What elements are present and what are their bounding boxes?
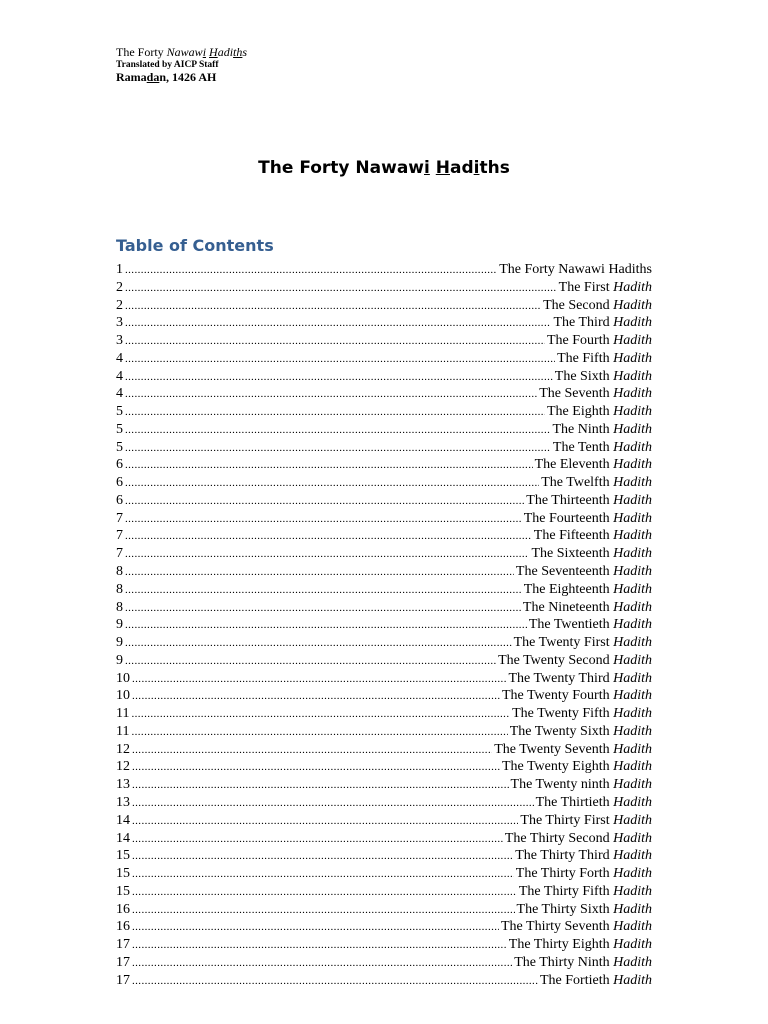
toc-entry[interactable] bbox=[116, 723, 652, 741]
toc-dot-leader bbox=[125, 511, 522, 529]
toc-page-number: 17 bbox=[116, 972, 130, 988]
toc-entry-label: The Nineteenth Hadith bbox=[522, 599, 652, 615]
toc-entry-emphasis: Hadith bbox=[613, 333, 652, 349]
toc-entry[interactable] bbox=[116, 527, 652, 545]
toc-entry-label: The Tenth Hadith bbox=[552, 439, 652, 455]
toc-entry-label: The Eleventh Hadith bbox=[534, 457, 652, 473]
toc-entry-emphasis: Hadith bbox=[613, 510, 652, 526]
toc-dot-leader bbox=[125, 386, 537, 404]
toc-entry-emphasis: Hadith bbox=[613, 972, 652, 988]
toc-entry-label: The Fortieth Hadith bbox=[540, 972, 652, 988]
toc-page-number: 5 bbox=[116, 404, 123, 420]
toc-entry[interactable] bbox=[116, 847, 652, 865]
toc-entry-emphasis: Hadith bbox=[613, 794, 652, 810]
toc-entry[interactable] bbox=[116, 368, 652, 386]
toc-page-number: 13 bbox=[116, 794, 130, 810]
toc-entry[interactable] bbox=[116, 972, 652, 990]
toc-entry-label: The First Hadith bbox=[558, 279, 652, 295]
toc-page-number: 14 bbox=[116, 830, 130, 846]
toc-entry-label: The Eighth Hadith bbox=[547, 404, 652, 420]
toc-dot-leader bbox=[125, 422, 550, 440]
toc-dot-leader bbox=[125, 546, 529, 564]
toc-entry-emphasis: Hadith bbox=[613, 706, 652, 722]
toc-dot-leader bbox=[125, 600, 521, 618]
toc-entry[interactable] bbox=[116, 492, 652, 510]
toc-page-number: 16 bbox=[116, 901, 130, 917]
toc-entry-label: The Forty Nawawi Hadiths bbox=[499, 262, 652, 277]
toc-page-number: 6 bbox=[116, 475, 123, 491]
toc-entry-label: The Seventh Hadith bbox=[539, 386, 652, 402]
toc-entry-label: The Thirty First Hadith bbox=[520, 812, 652, 828]
toc-entry-label: The Thirteenth Hadith bbox=[526, 492, 652, 508]
toc-dot-leader bbox=[125, 617, 527, 635]
toc-entry[interactable] bbox=[116, 421, 652, 439]
toc-dot-leader bbox=[132, 955, 512, 973]
toc-dot-leader bbox=[125, 582, 522, 600]
toc-entry[interactable] bbox=[116, 936, 652, 954]
toc-entry[interactable] bbox=[116, 901, 652, 919]
toc-dot-leader bbox=[132, 795, 534, 813]
toc-entry-label: The Thirty Third Hadith bbox=[515, 848, 652, 864]
toc-entry-label: The Thirty Ninth Hadith bbox=[514, 954, 652, 970]
toc-entry-label: The Second Hadith bbox=[543, 297, 652, 313]
toc-page-number: 2 bbox=[116, 297, 123, 313]
toc-page-number: 5 bbox=[116, 439, 123, 455]
toc-entry-emphasis: Hadith bbox=[613, 297, 652, 313]
toc-dot-leader bbox=[125, 280, 557, 298]
toc-dot-leader bbox=[132, 831, 503, 849]
toc-entry[interactable] bbox=[116, 741, 652, 759]
toc-entry-label: The Fifteenth Hadith bbox=[533, 528, 652, 544]
toc-page-number: 10 bbox=[116, 670, 130, 686]
toc-page-number: 5 bbox=[116, 421, 123, 437]
toc-entry-emphasis: Hadith bbox=[613, 635, 652, 651]
toc-entry-emphasis: Hadith bbox=[613, 670, 652, 686]
toc-entry-label: The Twenty ninth Hadith bbox=[510, 777, 652, 793]
toc-entry[interactable] bbox=[116, 297, 652, 315]
toc-entry-emphasis: Hadith bbox=[613, 279, 652, 295]
toc-dot-leader bbox=[132, 742, 492, 760]
toc-entry-emphasis: Hadith bbox=[613, 688, 652, 704]
toc-entry-emphasis: Hadith bbox=[613, 848, 652, 864]
toc-entry-label: The Twenty Sixth Hadith bbox=[509, 723, 652, 739]
toc-page-number: 11 bbox=[116, 723, 130, 739]
toc-entry[interactable] bbox=[116, 705, 652, 723]
toc-entry[interactable] bbox=[116, 350, 652, 368]
toc-entry-emphasis: Hadith bbox=[613, 492, 652, 508]
toc-entry[interactable] bbox=[116, 439, 652, 457]
toc-entry-label: The Twentieth Hadith bbox=[528, 617, 652, 633]
toc-entry-emphasis: Hadith bbox=[613, 919, 652, 935]
header-title: The Forty Nawawi Hadiths bbox=[116, 45, 248, 59]
toc-dot-leader bbox=[132, 759, 500, 777]
toc-entry-emphasis: Hadith bbox=[613, 421, 652, 437]
toc-dot-leader bbox=[125, 315, 551, 333]
toc-entry[interactable] bbox=[116, 456, 652, 474]
toc-page-number: 2 bbox=[116, 279, 123, 295]
toc-entry[interactable] bbox=[116, 545, 652, 563]
toc-dot-leader bbox=[132, 813, 518, 831]
header-date: Ramadan, 1426 AH bbox=[116, 69, 217, 84]
toc-page-number: 9 bbox=[116, 652, 123, 668]
toc-dot-leader bbox=[132, 688, 500, 706]
toc-entry[interactable] bbox=[116, 403, 652, 421]
toc-entry-emphasis: Hadith bbox=[613, 812, 652, 828]
toc-page-number: 17 bbox=[116, 954, 130, 970]
toc-page-number: 3 bbox=[116, 333, 123, 349]
toc-entry[interactable] bbox=[116, 794, 652, 812]
toc-entry[interactable] bbox=[116, 563, 652, 581]
toc-dot-leader bbox=[125, 298, 541, 316]
toc-entry-label: The Twenty Third Hadith bbox=[508, 670, 652, 686]
toc-entry-emphasis: Hadith bbox=[613, 315, 652, 331]
toc-entry-label: The Thirtieth Hadith bbox=[535, 794, 652, 810]
toc-entry-label: The Eighteenth Hadith bbox=[523, 581, 652, 597]
header-translator: Translated by AICP Staff bbox=[116, 59, 219, 70]
toc-page-number: 4 bbox=[116, 368, 123, 384]
toc-entry-label: The Thirty Seventh Hadith bbox=[501, 919, 652, 935]
toc-entry-label: The Thirty Sixth Hadith bbox=[516, 901, 652, 917]
toc-entry-label: The Twenty Seventh Hadith bbox=[494, 741, 652, 757]
toc-page-number: 15 bbox=[116, 866, 130, 882]
toc-entry-emphasis: Hadith bbox=[613, 901, 652, 917]
page-header bbox=[116, 46, 247, 85]
toc-entry-label: The Fourth Hadith bbox=[547, 333, 652, 349]
toc-dot-leader bbox=[125, 493, 524, 511]
toc-page-number: 15 bbox=[116, 883, 130, 899]
toc-entry[interactable] bbox=[116, 279, 652, 297]
toc-entry[interactable] bbox=[116, 510, 652, 528]
toc-entry-emphasis: Hadith bbox=[613, 617, 652, 633]
toc-dot-leader bbox=[125, 653, 496, 671]
toc-page-number: 7 bbox=[116, 546, 123, 562]
toc-entry-label: The Sixth Hadith bbox=[554, 368, 652, 384]
toc-entry[interactable] bbox=[116, 670, 652, 688]
toc-page-number: 12 bbox=[116, 741, 130, 757]
toc-page-number: 1 bbox=[116, 262, 123, 277]
toc-page-number: 16 bbox=[116, 919, 130, 935]
toc-dot-leader bbox=[132, 777, 509, 795]
toc-entry-emphasis: Hadith bbox=[613, 652, 652, 668]
toc-entry-label: The Seventeenth Hadith bbox=[515, 564, 652, 580]
toc-entry-label: The Sixteenth Hadith bbox=[531, 546, 652, 562]
toc-dot-leader bbox=[125, 564, 514, 582]
toc-entry-emphasis: Hadith bbox=[613, 368, 652, 384]
toc-entry-label: The Fourteenth Hadith bbox=[523, 510, 652, 526]
toc-dot-leader bbox=[132, 937, 507, 955]
toc-entry-label: The Thirty Fifth Hadith bbox=[518, 883, 652, 899]
toc-heading: Table of Contents bbox=[116, 236, 274, 255]
toc-dot-leader bbox=[132, 973, 538, 991]
toc-entry-emphasis: Hadith bbox=[613, 404, 652, 420]
toc-dot-leader bbox=[125, 333, 545, 351]
toc-page-number: 7 bbox=[116, 510, 123, 526]
toc-entry[interactable] bbox=[116, 474, 652, 492]
toc-page-number: 12 bbox=[116, 759, 130, 775]
toc-entry-emphasis: Hadith bbox=[613, 457, 652, 473]
toc-dot-leader bbox=[131, 706, 510, 724]
toc-page-number: 15 bbox=[116, 848, 130, 864]
toc-entry-emphasis: Hadith bbox=[613, 439, 652, 455]
toc-page-number: 11 bbox=[116, 706, 130, 722]
toc-entry[interactable] bbox=[116, 758, 652, 776]
toc-entry-emphasis: Hadith bbox=[613, 564, 652, 580]
toc-entry-emphasis: Hadith bbox=[613, 546, 652, 562]
toc-entry[interactable] bbox=[116, 687, 652, 705]
toc-entry-emphasis: Hadith bbox=[613, 599, 652, 615]
toc-dot-leader bbox=[125, 440, 551, 458]
toc-entry-emphasis: Hadith bbox=[613, 581, 652, 597]
toc-entry-label: The Twenty First Hadith bbox=[513, 635, 652, 651]
toc-entry[interactable] bbox=[116, 314, 652, 332]
toc-entry[interactable] bbox=[116, 812, 652, 830]
toc-dot-leader bbox=[125, 369, 553, 387]
toc-dot-leader bbox=[132, 866, 514, 884]
toc-entry[interactable] bbox=[116, 954, 652, 972]
toc-page-number: 6 bbox=[116, 492, 123, 508]
toc-page-number: 8 bbox=[116, 599, 123, 615]
toc-entry-label: The Twenty Second Hadith bbox=[498, 652, 652, 668]
toc-entry-emphasis: Hadith bbox=[613, 830, 652, 846]
toc-entry[interactable] bbox=[116, 581, 652, 599]
toc-entry-label: The Third Hadith bbox=[553, 315, 652, 331]
toc-dot-leader bbox=[125, 635, 512, 653]
toc-page-number: 4 bbox=[116, 386, 123, 402]
toc-entry[interactable] bbox=[116, 616, 652, 634]
toc-page-number: 9 bbox=[116, 617, 123, 633]
toc-dot-leader bbox=[132, 919, 499, 937]
toc-entry[interactable] bbox=[116, 385, 652, 403]
toc-dot-leader bbox=[125, 351, 555, 369]
toc-page-number: 3 bbox=[116, 315, 123, 331]
toc-entry-label: The Thirty Second Hadith bbox=[504, 830, 652, 846]
header-title-emphasis: Nawawi Hadiths bbox=[166, 45, 248, 59]
toc-page-number: 4 bbox=[116, 350, 123, 366]
toc-entry-emphasis: Hadith bbox=[613, 350, 652, 366]
table-of-contents bbox=[116, 261, 652, 989]
toc-entry-label: The Thirty Eighth Hadith bbox=[508, 937, 652, 953]
toc-dot-leader bbox=[132, 671, 506, 689]
toc-entry-label: The Fifth Hadith bbox=[557, 350, 652, 366]
toc-entry-emphasis: Hadith bbox=[613, 528, 652, 544]
toc-dot-leader bbox=[125, 262, 497, 280]
toc-page-number: 9 bbox=[116, 635, 123, 651]
toc-page-number: 8 bbox=[116, 564, 123, 580]
toc-dot-leader bbox=[132, 902, 515, 920]
toc-dot-leader bbox=[125, 457, 533, 475]
toc-dot-leader bbox=[132, 848, 513, 866]
toc-dot-leader bbox=[125, 475, 539, 493]
toc-page-number: 10 bbox=[116, 688, 130, 704]
toc-dot-leader bbox=[125, 528, 532, 546]
document-title: The Forty Nawawi Hadiths bbox=[258, 158, 510, 178]
toc-entry[interactable] bbox=[116, 599, 652, 617]
toc-entry-label: The Twenty Fourth Hadith bbox=[501, 688, 652, 704]
toc-entry[interactable] bbox=[116, 652, 652, 670]
toc-entry-emphasis: Hadith bbox=[613, 883, 652, 899]
toc-dot-leader bbox=[132, 884, 517, 902]
toc-entry-label: The Twenty Eighth Hadith bbox=[501, 759, 652, 775]
toc-entry-emphasis: Hadith bbox=[613, 777, 652, 793]
toc-entry-emphasis: Hadith bbox=[613, 386, 652, 402]
toc-entry-emphasis: Hadith bbox=[613, 759, 652, 775]
toc-entry-label: The Thirty Forth Hadith bbox=[515, 866, 652, 882]
toc-entry[interactable] bbox=[116, 918, 652, 936]
toc-entry[interactable] bbox=[116, 332, 652, 350]
toc-page-number: 8 bbox=[116, 581, 123, 597]
toc-entry[interactable] bbox=[116, 634, 652, 652]
toc-entry-emphasis: Hadith bbox=[613, 741, 652, 757]
toc-page-number: 17 bbox=[116, 937, 130, 953]
toc-entry[interactable] bbox=[116, 883, 652, 901]
toc-entry-label: The Twelfth Hadith bbox=[541, 475, 652, 491]
toc-entry[interactable] bbox=[116, 261, 652, 279]
toc-page-number: 14 bbox=[116, 812, 130, 828]
toc-entry-emphasis: Hadith bbox=[613, 475, 652, 491]
toc-page-number: 7 bbox=[116, 528, 123, 544]
toc-entry-label: The Ninth Hadith bbox=[552, 421, 652, 437]
toc-entry-label: The Twenty Fifth Hadith bbox=[512, 706, 652, 722]
toc-dot-leader bbox=[125, 404, 545, 422]
toc-entry[interactable] bbox=[116, 776, 652, 794]
toc-entry-emphasis: Hadith bbox=[613, 937, 652, 953]
toc-entry[interactable] bbox=[116, 865, 652, 883]
toc-dot-leader bbox=[131, 724, 507, 742]
toc-entry[interactable] bbox=[116, 830, 652, 848]
toc-entry-emphasis: Hadith bbox=[613, 954, 652, 970]
toc-entry-emphasis: Hadith bbox=[613, 866, 652, 882]
toc-entry-emphasis: Hadith bbox=[613, 723, 652, 739]
toc-page-number: 13 bbox=[116, 777, 130, 793]
toc-page-number: 6 bbox=[116, 457, 123, 473]
